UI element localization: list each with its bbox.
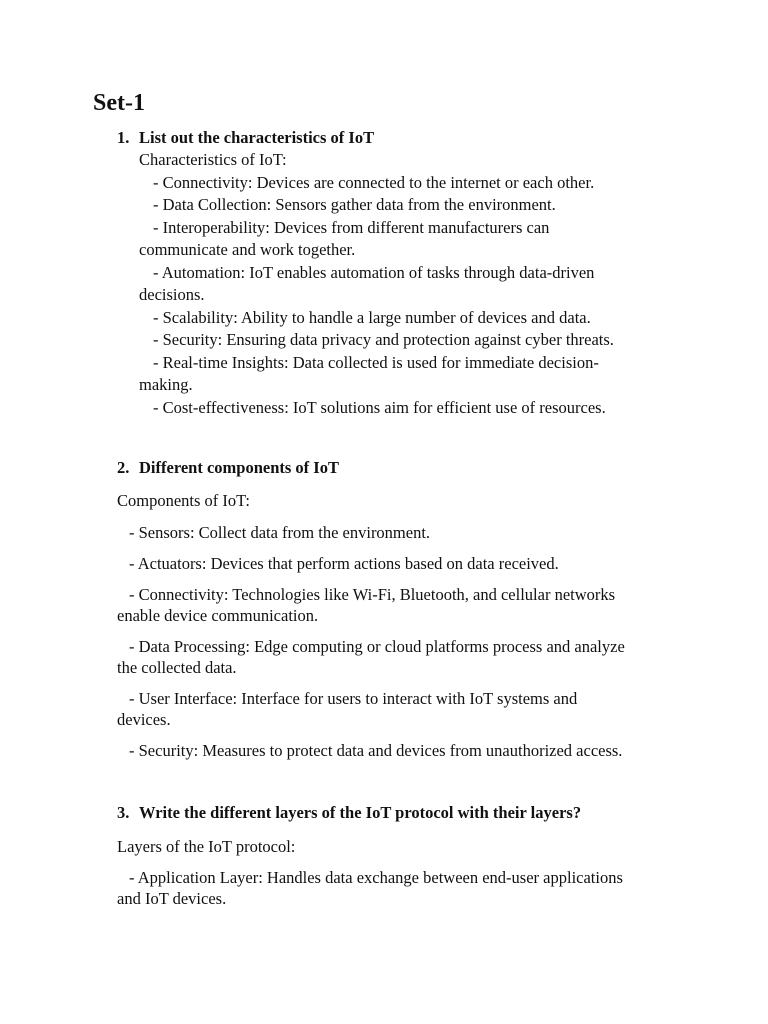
- section-1-line: - Real-time Insights: Data collected is used for immediate decision-: [153, 353, 599, 372]
- section-2-line: enable device communication.: [117, 606, 319, 625]
- section-1-heading: [117, 127, 374, 149]
- section-2-line: devices.: [117, 710, 171, 729]
- set-title: Set-1: [93, 90, 145, 116]
- section-3-heading: [117, 802, 581, 824]
- section-2-heading: [117, 457, 339, 479]
- section-1-intro: Characteristics of IoT:: [139, 150, 287, 169]
- section-2-line: - Data Processing: Edge computing or cloud platforms process and analyze: [129, 637, 625, 656]
- section-3-number: 3.: [117, 803, 130, 822]
- section-3-line: - Application Layer: Handles data exchange between end-user applications: [129, 868, 623, 887]
- section-2-line: - Actuators: Devices that perform actions based on data received.: [129, 554, 559, 573]
- section-1-line: - Data Collection: Sensors gather data from the environment.: [153, 195, 556, 214]
- section-1-line: - Scalability: Ability to handle a large number of devices and data.: [153, 308, 591, 327]
- section-2-line: - User Interface: Interface for users to interact with IoT systems and: [129, 689, 578, 708]
- section-1-number: 1.: [117, 128, 130, 147]
- section-1-line: - Cost-effectiveness: IoT solutions aim for efficient use of resources.: [153, 398, 606, 417]
- section-3-line: and IoT devices.: [117, 889, 227, 908]
- section-1-line: decisions.: [139, 285, 205, 304]
- section-1-line: - Automation: IoT enables automation of tasks through data-driven: [153, 263, 595, 282]
- section-2-intro: Components of IoT:: [117, 491, 250, 510]
- section-3-heading-text: Write the different layers of the IoT protocol with their layers?: [139, 803, 582, 822]
- section-2-heading-text: Different components of IoT: [139, 458, 339, 477]
- section-1-line: - Interoperability: Devices from different manufacturers can: [153, 218, 550, 237]
- section-3-intro: Layers of the IoT protocol:: [117, 837, 296, 856]
- section-1-line: - Connectivity: Devices are connected to the internet or each other.: [153, 173, 595, 192]
- section-2-number: 2.: [117, 458, 130, 477]
- section-2-line: - Sensors: Collect data from the environment.: [129, 523, 431, 542]
- section-2-line: - Security: Measures to protect data and devices from unauthorized access.: [129, 741, 623, 760]
- section-2-line: - Connectivity: Technologies like Wi-Fi, Bluetooth, and cellular networks: [129, 585, 616, 604]
- section-1-heading-text: List out the characteristics of IoT: [139, 128, 375, 147]
- section-1-line: - Security: Ensuring data privacy and protection against cyber threats.: [153, 330, 614, 349]
- section-1-line: making.: [139, 375, 193, 394]
- section-2-line: the collected data.: [117, 658, 237, 677]
- section-1-line: communicate and work together.: [139, 240, 356, 259]
